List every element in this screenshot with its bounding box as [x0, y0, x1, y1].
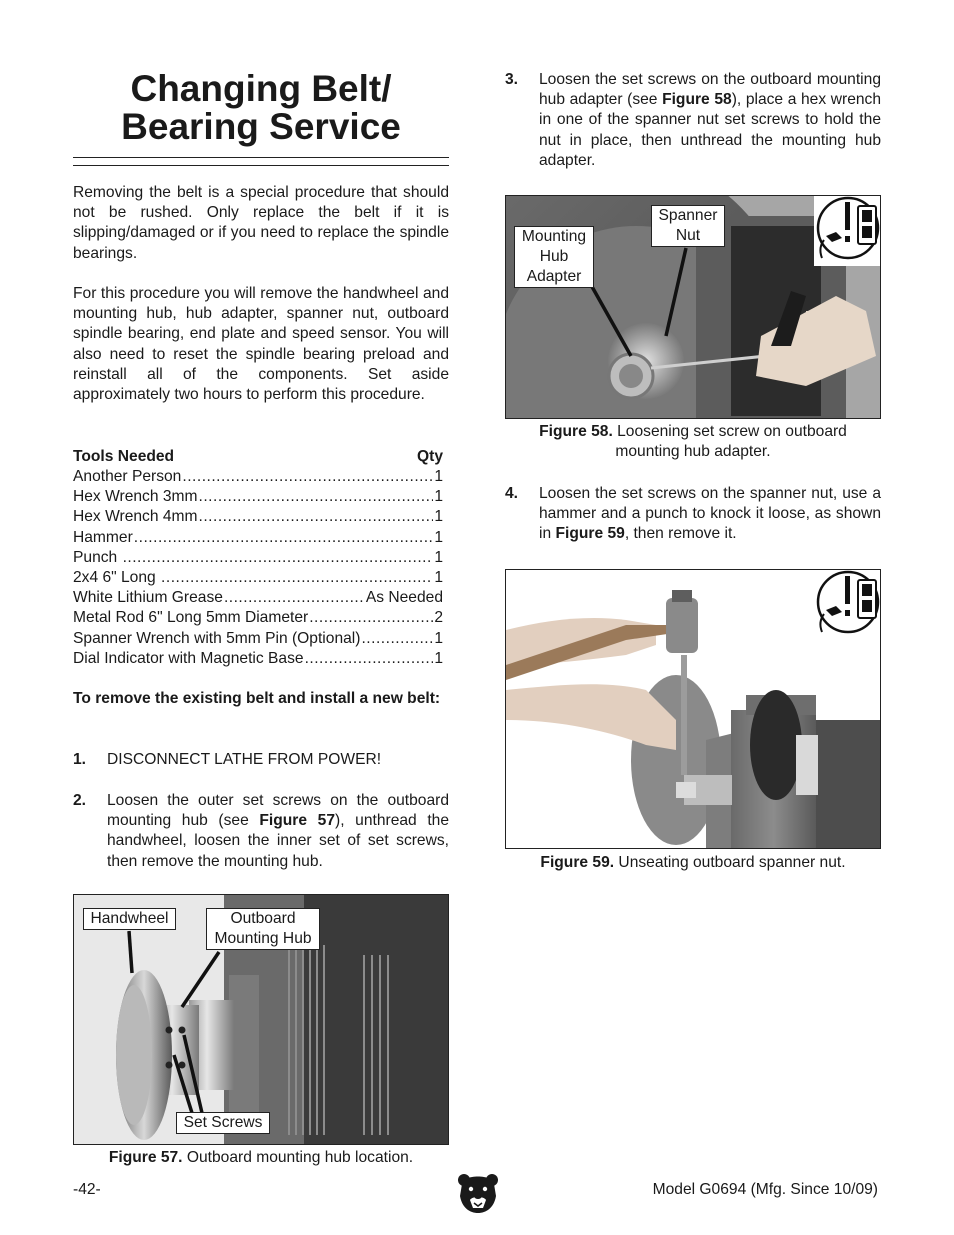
figure-59-photo — [505, 569, 881, 849]
tool-row — [73, 528, 443, 548]
tool-name: White Lithium Grease — [73, 589, 223, 607]
tool-row — [73, 507, 443, 527]
label-handwheel: Handwheel — [83, 908, 176, 930]
step-1 — [73, 750, 449, 772]
tool-qty: 1 — [434, 488, 443, 506]
leader-dots — [309, 608, 433, 628]
step-number: 3. — [505, 71, 519, 88]
leader-dots — [305, 649, 434, 669]
tool-row — [73, 467, 443, 487]
step-text-part: Loosen the set screws on the spanner nut, use a hammer and a punch to knock it loose, as shown in — [539, 485, 881, 543]
page-title — [73, 70, 449, 146]
label-line: Spanner — [658, 207, 718, 224]
tool-row — [73, 568, 443, 588]
figure-reference: Figure 58 — [662, 91, 732, 109]
step-3 — [505, 70, 881, 174]
model-footer: Model G0694 (Mfg. Since 10/09) — [652, 1181, 878, 1198]
step-text-part: Loosen the set screws on the outboard mounting hub adapter (see — [539, 71, 881, 109]
tool-qty: 1 — [434, 548, 443, 566]
caption-label: Figure 59. — [540, 854, 615, 871]
step-4 — [505, 484, 881, 548]
tool-qty: 1 — [434, 508, 443, 526]
tool-row — [73, 629, 443, 649]
intro-paragraph-2: For this procedure you will remove the handwheel and mounting hub, hub adapter, spanner nut, outboard spindle bearing, end plate and speed sensor. You will also need to reset the spindle bearing preload and reinstall all of the components. Set aside approximately two hours to perform this procedure. — [73, 285, 449, 404]
figure-59-caption — [505, 853, 881, 873]
caption-line-2: mounting hub adapter. — [615, 443, 771, 461]
leader-dots — [134, 528, 434, 548]
label-line: Outboard — [230, 910, 296, 927]
label-line: Adapter — [526, 268, 582, 285]
tool-qty: 1 — [434, 649, 443, 667]
tool-qty: As Needed — [365, 589, 443, 607]
tool-name: Metal Rod 6" Long 5mm Diameter — [73, 609, 309, 627]
label-set-screws: Set Screws — [176, 1112, 270, 1134]
tool-name: Spanner Wrench with 5mm Pin (Optional) — [73, 629, 361, 647]
step-text — [539, 484, 881, 545]
tool-name: Hex Wrench 4mm — [73, 508, 198, 526]
step-text-part: Loosen the outer set screws on the outboard mounting hub (see — [107, 792, 449, 830]
leader-dots — [361, 629, 433, 649]
step-number: 1. — [73, 751, 87, 768]
label-mounting-hub-adapter — [514, 226, 594, 288]
caption-label: Figure 57. — [108, 1149, 183, 1166]
figure-reference: Figure 57 — [259, 812, 335, 830]
tool-name: Dial Indicator with Magnetic Base — [73, 649, 304, 667]
caption-label: Figure 58. — [539, 423, 613, 440]
label-line: Hub — [539, 248, 569, 265]
tools-list — [73, 467, 443, 669]
caption-text: Loosening set screw on outboard — [612, 423, 847, 440]
tools-header-label: Tools Needed — [73, 448, 175, 465]
step-2 — [73, 791, 449, 875]
title-rule-bottom — [73, 165, 449, 166]
figure-57-caption — [73, 1148, 449, 1168]
tools-header — [73, 447, 443, 467]
figure-reference: Figure 59 — [555, 525, 625, 543]
tool-row — [73, 548, 443, 568]
caption-text: Unseating outboard spanner nut. — [614, 854, 846, 871]
leader-dots — [224, 588, 365, 608]
step-number: 4. — [505, 485, 519, 502]
intro-paragraph-1: Removing the belt is a special procedure that should not be rushed. Only replace the belt if it is slipping/damaged or if you need to replace the spindle bearings. — [73, 184, 449, 262]
tool-name: Hammer — [73, 528, 133, 546]
step-text-part: ), place a hex wrench in one of the spanner nut set screws to hold the nut in place, then unthread the mounting hub adapter. — [539, 91, 882, 169]
tools-header-qty: Qty — [417, 448, 443, 465]
tool-name: Hex Wrench 3mm — [73, 488, 198, 506]
tool-name: 2x4 6" Long — [73, 568, 161, 586]
tool-qty: 1 — [434, 629, 443, 647]
label-line: Mounting Hub — [214, 930, 312, 947]
title-rule-top — [73, 157, 449, 158]
title-line-2: Bearing Service — [121, 106, 401, 147]
step-text-part: , then remove it. — [624, 525, 737, 543]
caption-text: Outboard mounting hub location. — [182, 1149, 414, 1166]
leader-dots — [123, 548, 434, 568]
label-spanner-nut — [651, 205, 725, 247]
tool-row — [73, 608, 443, 628]
step-text — [107, 791, 449, 872]
tool-qty: 1 — [434, 568, 443, 586]
step-text-part: ), unthread the handwheel, loosen the inner set of set screws, then remove the mounting hub. — [107, 812, 450, 870]
tool-name: Another Person — [73, 468, 182, 485]
label-line: Nut — [675, 227, 701, 244]
leader-dots — [182, 467, 433, 487]
step-number: 2. — [73, 792, 87, 809]
tool-qty: 1 — [434, 468, 443, 485]
leader-dots — [161, 568, 433, 588]
step-text: DISCONNECT LATHE FROM POWER! — [107, 751, 382, 768]
tool-name: Punch — [73, 548, 122, 566]
procedure-heading: To remove the existing belt and install a new belt: — [73, 690, 441, 707]
leader-dots — [199, 507, 434, 527]
tool-qty: 1 — [434, 528, 443, 546]
step-text — [539, 70, 881, 171]
hammer-punch-photo — [506, 570, 881, 849]
figure-58-caption — [505, 422, 881, 462]
caption-line-1 — [505, 422, 881, 442]
title-line-1: Changing Belt/ — [130, 68, 392, 109]
tool-row — [73, 588, 443, 608]
grizzly-bear-logo-icon — [456, 1170, 500, 1219]
label-line: Mounting — [521, 228, 587, 245]
page-number: -42- — [73, 1181, 101, 1198]
label-outboard-mounting-hub — [206, 908, 320, 950]
leader-dots — [199, 487, 434, 507]
tool-qty: 2 — [434, 609, 443, 627]
tool-row — [73, 487, 443, 507]
tool-row — [73, 649, 443, 669]
